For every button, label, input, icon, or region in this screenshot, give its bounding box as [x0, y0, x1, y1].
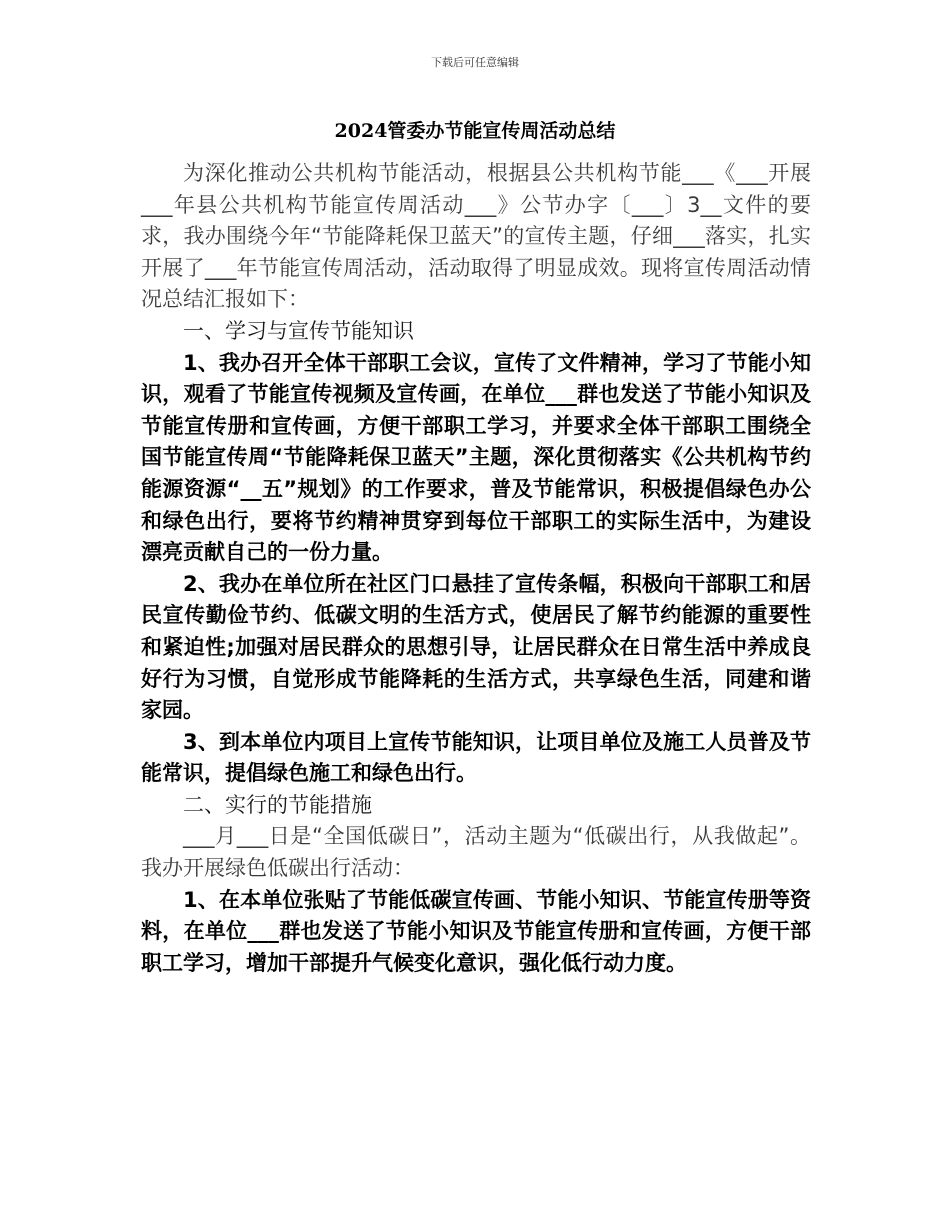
section-heading-2: 二、实行的节能措施 [183, 792, 372, 817]
body-paragraph: 3、到本单位内项目上宣传节能知识，让项目单位及施工人员普及节能常识，提倡绿色施工和绿色出行。 [141, 729, 811, 786]
header-note: 下载后可任意编辑 [431, 56, 519, 69]
body-paragraph: 2、我办在单位所在社区门口悬挂了宣传条幅，积极向干部职工和居民宣传勤俭节约、低碳文明的生活方式，使居民了解节约能源的重要性和紧迫性;加强对居民群众的思想引导，让居民群众在日常生活中养成良好行为习惯，自觉形成节能降耗的生活方式，共享绿色生活，同建和谐家园。 [141, 571, 811, 723]
body-paragraph: 1、在本单位张贴了节能低碳宣传画、节能小知识、节能宣传册等资料，在单位___群也发送了节能小知识及节能宣传册和宣传画，方便干部职工学习，增加干部提升气候变化意识，强化低行动力度。 [141, 887, 811, 975]
body-paragraph: ___月___日是“全国低碳日”，活动主题为“低碳出行，从我做起”。我办开展绿色低碳出行活动： [141, 824, 811, 881]
document-title: 2024管委办节能宣传周活动总结 [334, 120, 616, 142]
section-heading-1: 一、学习与宣传节能知识 [183, 318, 414, 343]
document-body [141, 158, 811, 979]
intro-paragraph: 为深化推动公共机构节能活动，根据县公共机构节能___《___开展___年县公共机构节能宣传周活动___》公节办字〔___〕3__文件的要求，我办围绕今年“节能降耗保卫蓝天”的宣传主题，仔细___落实，扎实开展了___年节能宣传周活动，活动取得了明显成效。现将宣传周活动情况总结汇报如下： [141, 161, 811, 312]
body-paragraph: 1、我办召开全体干部职工会议，宣传了文件精神，学习了节能小知识，观看了节能宣传视频及宣传画，在单位___群也发送了节能小知识及节能宣传册和宣传画，方便干部职工学习，并要求全体干部职工围绕全国节能宣传周“节能降耗保卫蓝天”主题，深化贯彻落实《公共机构节约能源资源“__五”规划》的工作要求，普及节能常识，积极提倡绿色办公和绿色出行，要将节约精神贯穿到每位干部职工的实际生活中，为建设漂亮贡献自己的一份力量。 [141, 350, 811, 565]
